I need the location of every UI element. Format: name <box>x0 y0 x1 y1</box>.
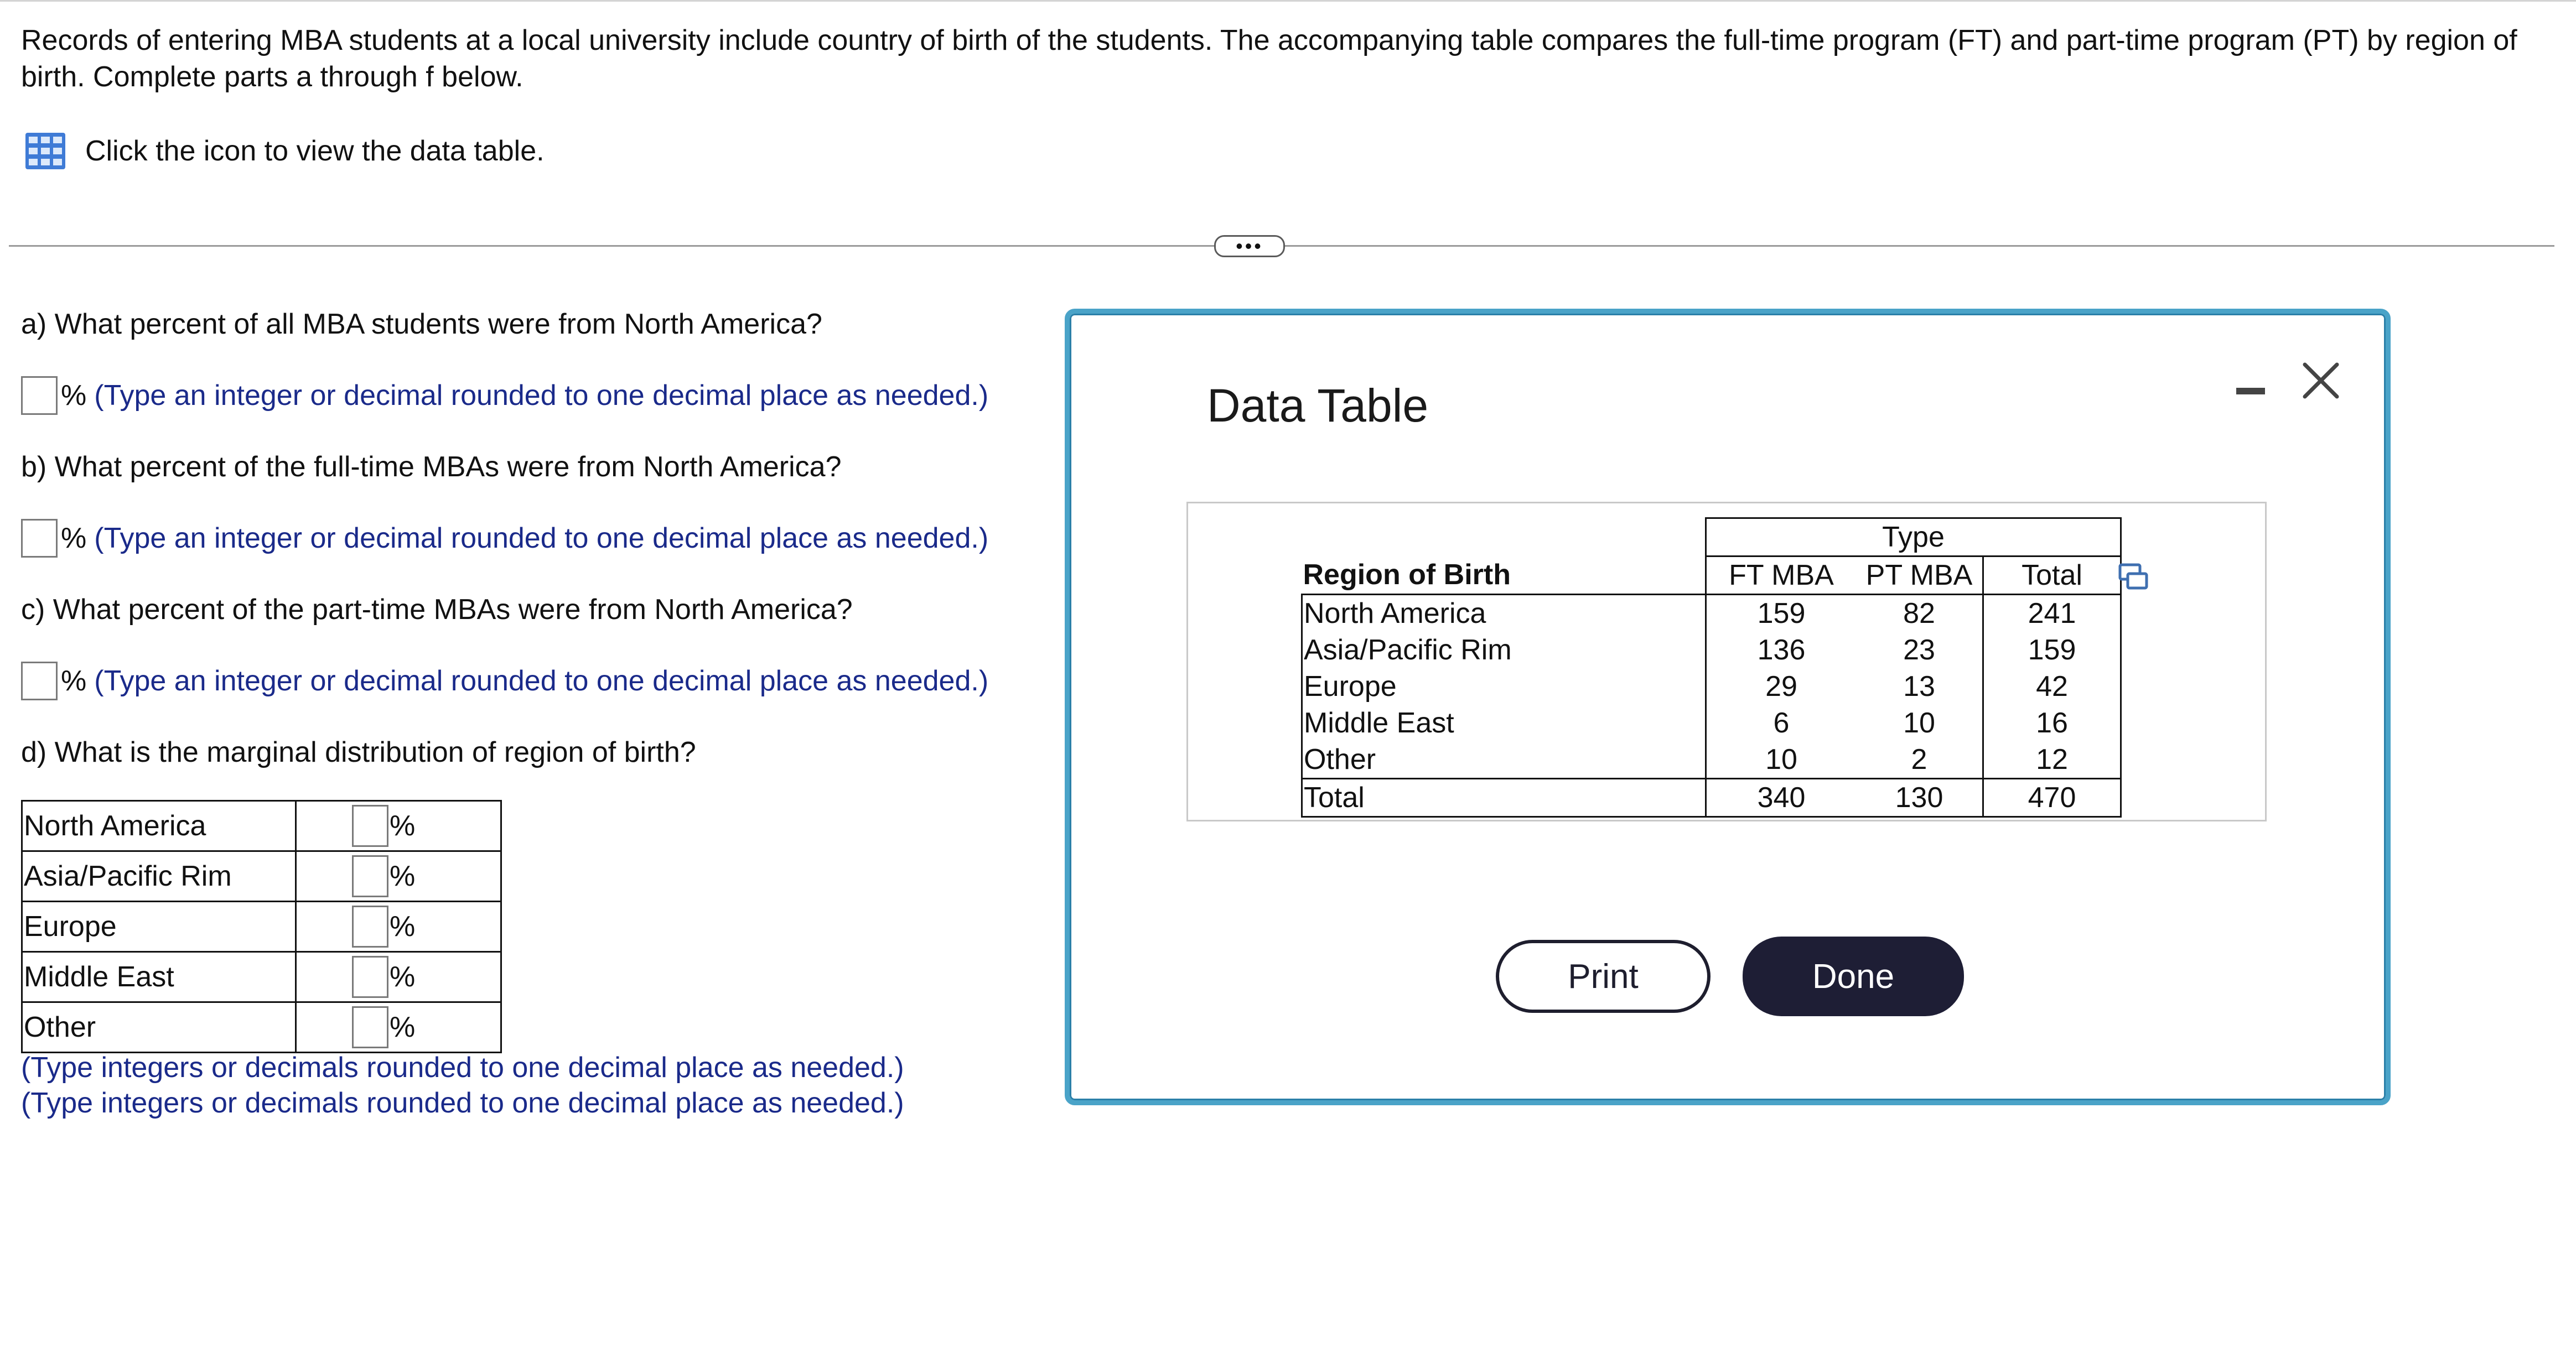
region-header: Region of Birth <box>1302 557 1706 595</box>
answer-c-hint: (Type an integer or decimal rounded to one decimal place as needed.) <box>94 665 989 697</box>
problem-statement: Records of entering MBA students at a local university include country of birth of the students. The accompanying table compares the full-time program (FT) and part-time program (PT) by region of birth. Complete parts a through f below. <box>21 24 2517 93</box>
view-data-table-link[interactable] <box>24 132 545 170</box>
dist-input-asia-pacific[interactable] <box>352 855 388 897</box>
distribution-hint-2: (Type integers or decimals rounded to one decimal place as needed.) <box>21 1087 904 1119</box>
table-row <box>1302 518 2121 557</box>
dist-label-north-america: North America <box>22 801 296 851</box>
top-rule <box>0 0 2576 2</box>
cell-ft: 6 <box>1706 705 1857 741</box>
cell-pt: 2 <box>1911 743 1927 776</box>
answer-a-input[interactable] <box>21 376 58 415</box>
row-label: North America <box>1302 595 1706 632</box>
table-row <box>22 1002 501 1053</box>
answer-c-input[interactable] <box>21 662 58 700</box>
cell-pt: 23 <box>1903 634 1935 666</box>
marginal-distribution-table <box>21 800 502 1053</box>
table-row <box>22 851 501 902</box>
answer-c-unit: % <box>61 665 87 697</box>
cell-ft: 159 <box>1706 595 1857 632</box>
row-label: Europe <box>1302 668 1706 705</box>
question-a-prompt: a) What percent of all MBA students were from North America? <box>21 308 822 340</box>
cell-total: 42 <box>1983 668 2121 705</box>
close-icon[interactable] <box>2299 359 2342 402</box>
col-header-ft: FT MBA <box>1706 557 1857 595</box>
dist-unit: % <box>390 911 416 943</box>
dist-label-asia-pacific: Asia/Pacific Rim <box>22 851 296 902</box>
dist-unit: % <box>390 810 416 842</box>
dist-unit: % <box>390 961 416 993</box>
question-c-prompt: c) What percent of the part-time MBAs were from North America? <box>21 594 853 626</box>
answer-b-unit: % <box>61 522 87 554</box>
table-row <box>22 801 501 851</box>
dist-unit: % <box>390 860 416 892</box>
cell-total: 241 <box>1983 595 2121 632</box>
row-label: Asia/Pacific Rim <box>1302 632 1706 668</box>
table-row <box>1302 595 2121 632</box>
dist-label-europe: Europe <box>22 902 296 952</box>
data-table <box>1301 517 2122 818</box>
data-table-modal <box>1065 309 2391 1105</box>
dist-input-other[interactable] <box>352 1006 388 1048</box>
cell-ft: 29 <box>1706 668 1857 705</box>
dist-input-north-america[interactable] <box>352 805 388 847</box>
dist-unit: % <box>390 1011 416 1043</box>
question-a-answer <box>21 376 988 415</box>
cell-ft: 136 <box>1706 632 1857 668</box>
cell-ft-total: 340 <box>1706 779 1857 817</box>
minimize-icon[interactable] <box>2234 373 2267 407</box>
done-button[interactable]: Done <box>1743 937 1964 1016</box>
table-row <box>1302 632 2121 668</box>
cell-pt: 13 <box>1903 670 1935 703</box>
table-row <box>22 952 501 1002</box>
dist-input-middle-east[interactable] <box>352 956 388 998</box>
question-c-answer <box>21 662 988 700</box>
col-header-pt: PT MBA <box>1856 557 1983 595</box>
cell-total: 12 <box>1983 741 2121 779</box>
question-b-prompt: b) What percent of the full-time MBAs were from North America? <box>21 451 842 483</box>
cell-pt: 10 <box>1903 707 1935 739</box>
cell-pt-total: 130 <box>1856 779 1983 817</box>
answer-a-hint: (Type an integer or decimal rounded to one decimal place as needed.) <box>94 379 989 412</box>
dist-input-europe[interactable] <box>352 906 388 948</box>
question-d-prompt: d) What is the marginal distribution of region of birth? <box>21 736 696 768</box>
table-row <box>1302 741 2121 779</box>
table-row <box>1302 668 2121 705</box>
type-group-header: Type <box>1706 518 2121 557</box>
cell-total: 159 <box>1983 632 2121 668</box>
table-row <box>22 902 501 952</box>
dist-label-middle-east: Middle East <box>22 952 296 1002</box>
table-row <box>1302 557 2121 595</box>
expand-more-button[interactable]: ••• <box>1214 235 1285 257</box>
cell-ft: 10 <box>1706 741 1857 779</box>
row-label-total: Total <box>1302 779 1706 817</box>
row-label: Middle East <box>1302 705 1706 741</box>
view-data-table-label[interactable]: Click the icon to view the data table. <box>85 135 545 167</box>
cell-total: 16 <box>1983 705 2121 741</box>
modal-title: Data Table <box>1207 379 1429 431</box>
col-header-total: Total <box>1983 557 2121 595</box>
answer-a-unit: % <box>61 379 87 412</box>
cell-grand-total: 470 <box>1983 779 2121 817</box>
distribution-hint-1: (Type integers or decimals rounded to one decimal place as needed.) <box>21 1052 904 1084</box>
copy-table-icon[interactable] <box>2118 563 2149 590</box>
cell-pt: 82 <box>1903 597 1935 630</box>
dist-label-other: Other <box>22 1002 296 1053</box>
answer-b-input[interactable] <box>21 519 58 558</box>
question-b-answer <box>21 519 988 558</box>
print-button[interactable]: Print <box>1496 940 1711 1013</box>
grid-table-icon[interactable] <box>24 132 66 170</box>
table-row <box>1302 779 2121 817</box>
row-label: Other <box>1302 741 1706 779</box>
table-row <box>1302 705 2121 741</box>
answer-b-hint: (Type an integer or decimal rounded to one decimal place as needed.) <box>94 522 989 554</box>
